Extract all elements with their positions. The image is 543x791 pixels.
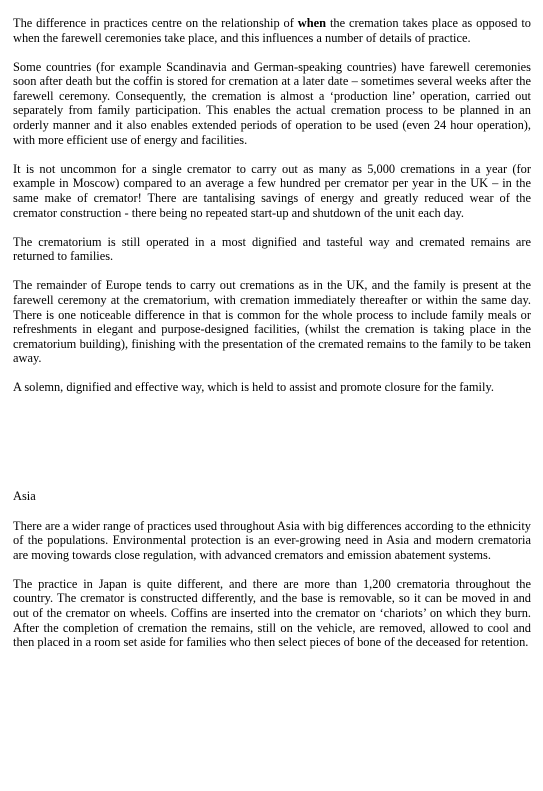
asia-paragraph-1: There are a wider range of practices used throughout Asia with big differences according to the ethnicity of the populations. Environmental protection is an ever-growing need in Asia and modern crematoria are moving towards close regulation, with advanced cremators and emission abatement systems. [13, 518, 531, 562]
europe-paragraph-5: The remainder of Europe tends to carry out cremations as in the UK, and the family is present at the farewell ceremony at the crematorium, with cremation immediately thereafter or within the same day. There is one noticeable difference in that is common for the whole process to include family meals or refreshments in elegant and purpose-designed facilities, (whilst the cremation is taking place in the crematorium building), finishing with the presentation of the cremated remains to the family to be taken away. [13, 278, 531, 366]
europe-paragraph-1-start: The difference in practices centre on the relationship of [13, 16, 298, 30]
europe-paragraph-1-end: the cremation takes place as opposed to when the farewell ceremonies take place, and this influences a number of details of practice. [13, 16, 531, 45]
europe-paragraph-1-emphasis: when [297, 16, 327, 30]
asia-paragraph-2: The practice in Japan is quite different, and there are more than 1,200 crematoria throughout the country. The cremator is constructed differently, and the base is removable, so it can be moved in and out of the cremator on wheels. Coffins are inserted into the cremator on ‘chariots’ on which they burn. After the completion of cremation the remains, still on the vehicle, are removed, allowed to cool and then placed in a room set aside for families who then select pieces of bone of the deceased for retention. [13, 576, 531, 650]
asia-heading: Asia [13, 489, 36, 504]
europe-paragraph-2: Some countries (for example Scandinavia and German-speaking countries) have farewell ceremonies soon after death but the coffin is stored for cremation at a later date – sometimes several weeks after the farewell ceremony. Consequently, the cremation is almost a ‘production line’ operation, carried out separately from family participation. This enables the actual cremation process to be planned in an orderly manner and it also enables extended periods of operation to be used (even 24 hour operation), with more efficient use of energy and facilities. [13, 59, 531, 147]
europe-paragraph-6: A solemn, dignified and effective way, which is held to assist and promote closure for the family. [13, 380, 494, 395]
europe-paragraph-4: The crematorium is still operated in a most dignified and tasteful way and cremated remains are returned to families. [13, 234, 531, 264]
section-spacer [13, 409, 531, 489]
europe-paragraph-3: It is not uncommon for a single cremator to carry out as many as 5,000 cremations in a year (for example in Moscow) compared to an average a few hundred per cremator per year in the UK – in the same make of cremator! There are tantalising savings of energy and greatly reduced wear of the cremator construction - there being no repeated start-up and shutdown of the unit each day. [13, 161, 531, 220]
europe-paragraph-1 [13, 16, 531, 45]
